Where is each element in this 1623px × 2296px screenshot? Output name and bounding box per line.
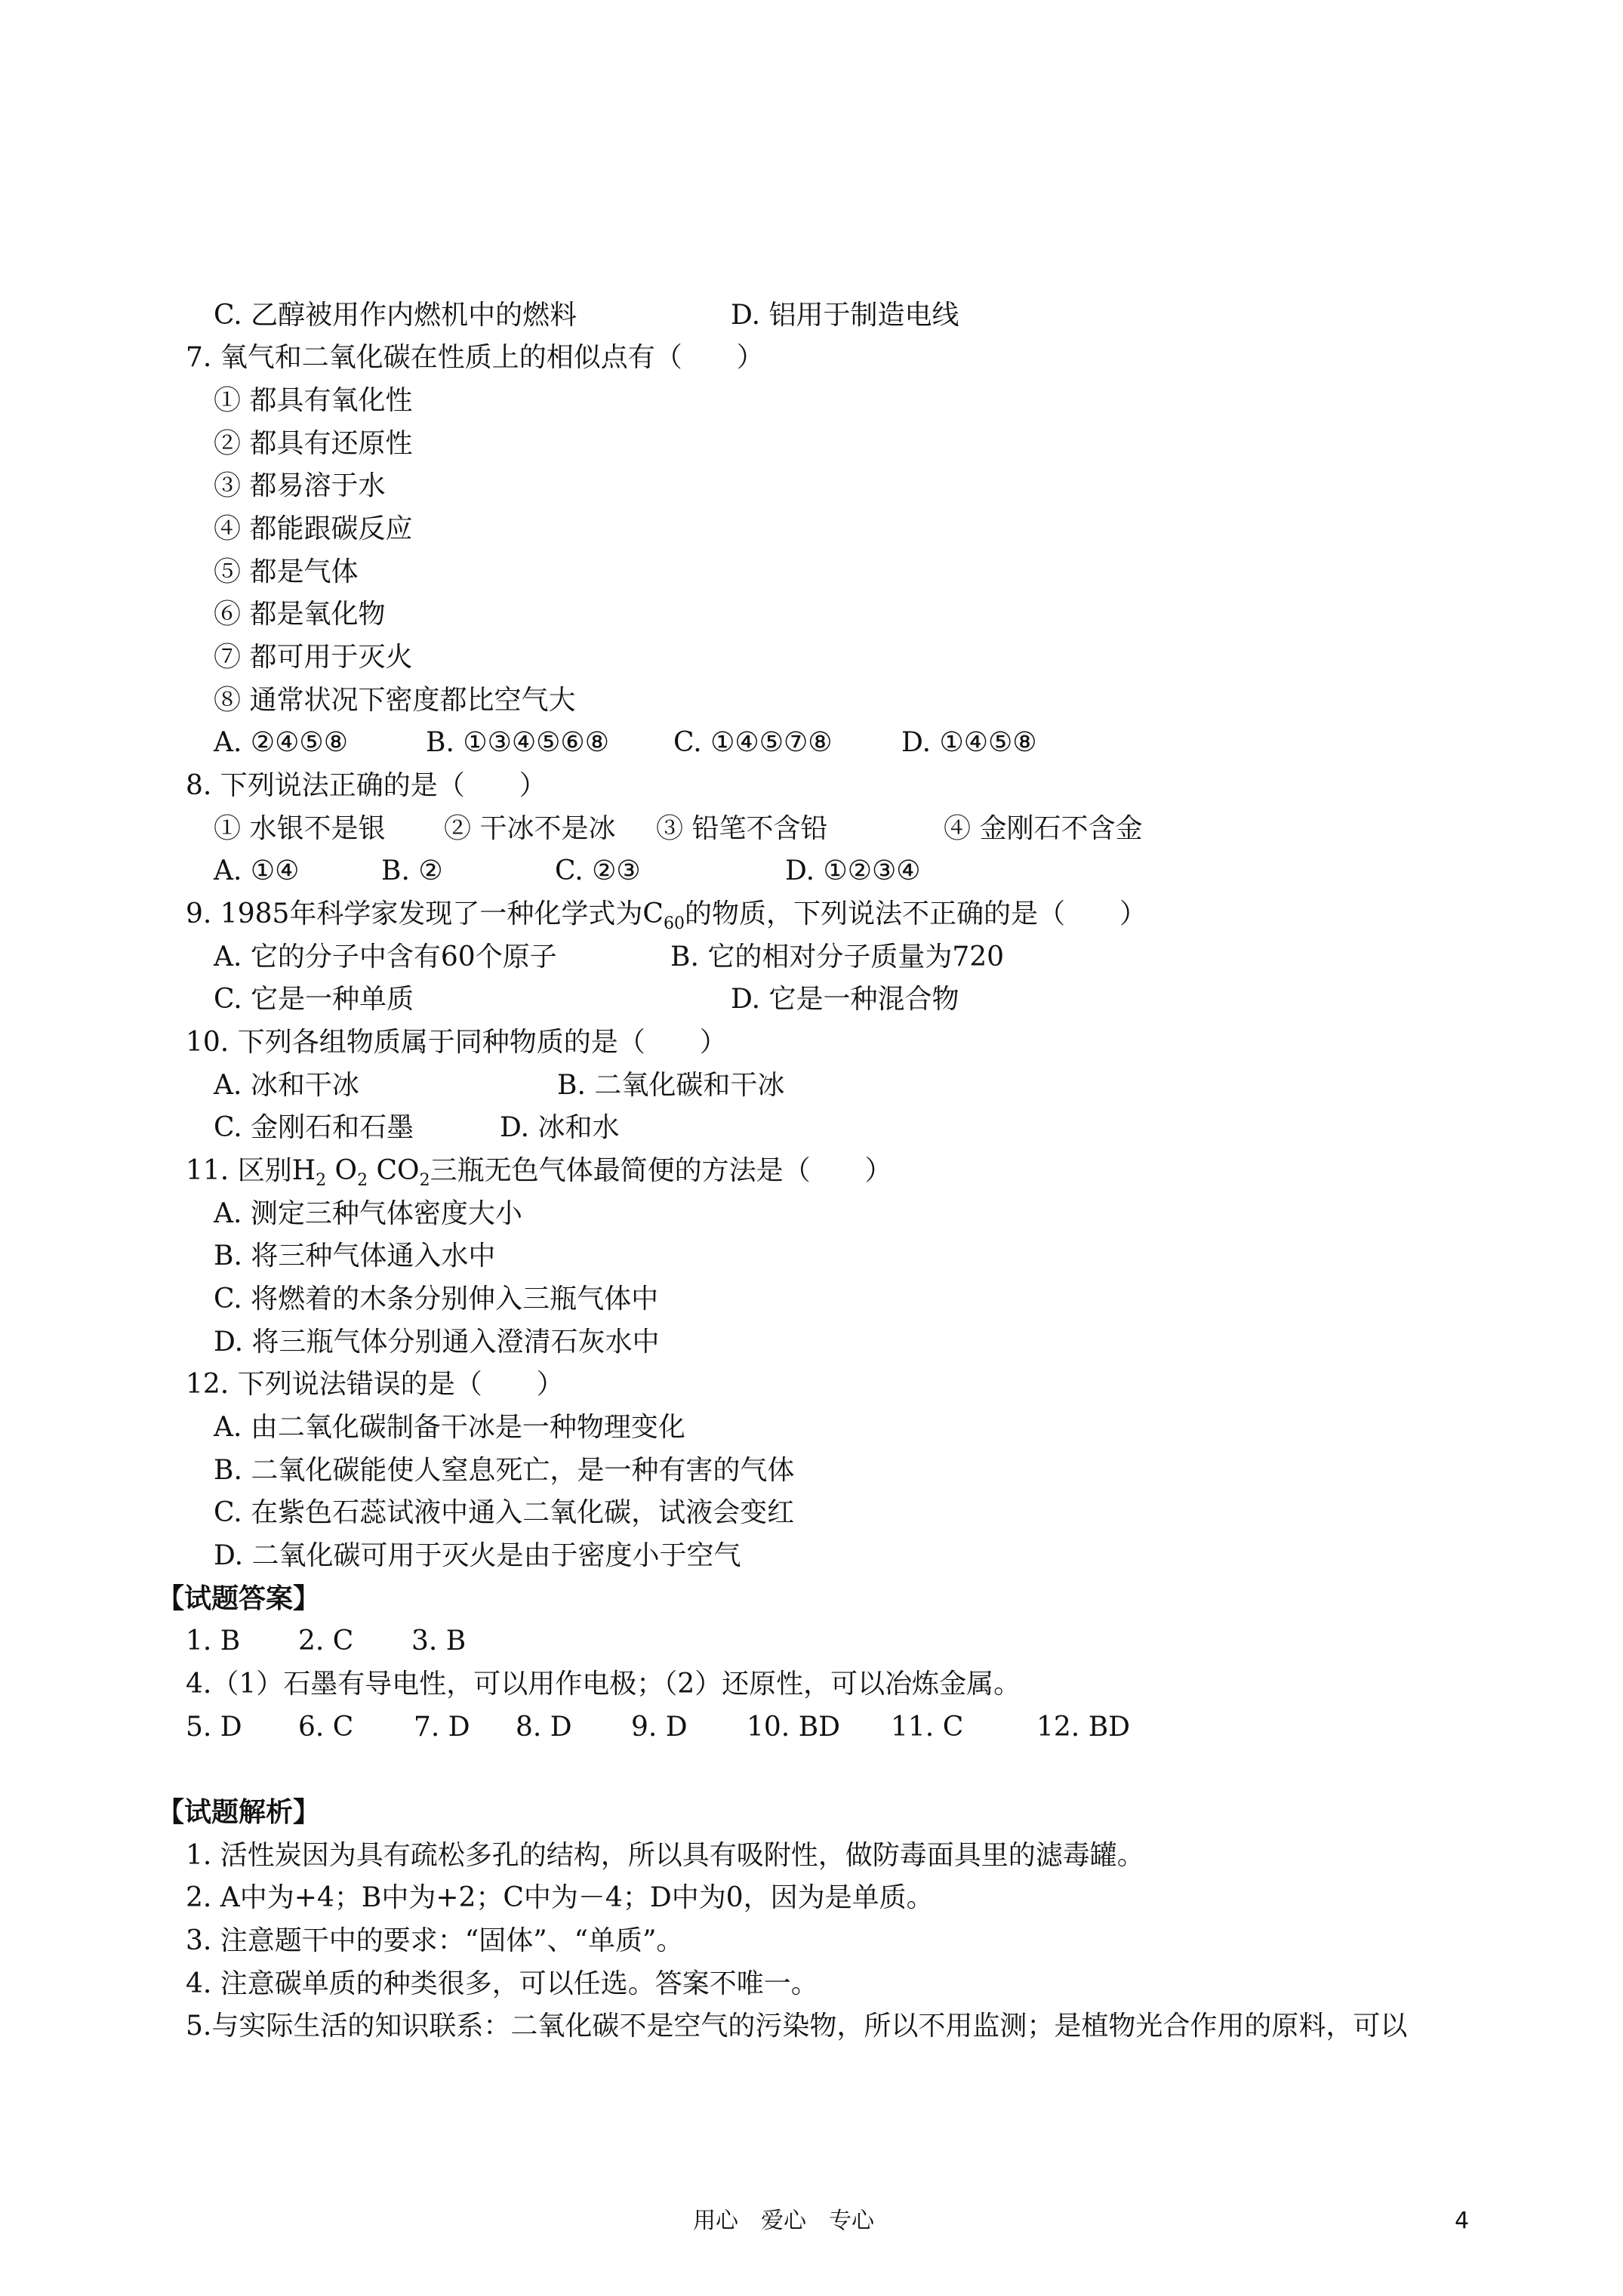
analysis-line: 5.与实际生活的知识联系：二氧化碳不是空气的污染物，所以不用监测；是植物光合作用的原料，可以 <box>186 2011 1408 2042</box>
q11-stem-mid: O <box>326 1155 358 1186</box>
q11-subscript: 2 <box>316 1171 327 1190</box>
q9-option-d: D. 它是一种混合物 <box>731 984 959 1015</box>
answer-item: 2. C <box>298 1626 354 1657</box>
answer-line: 4.（1）石墨有导电性，可以用作电极；（2）还原性，可以冶炼金属。 <box>186 1669 1021 1700</box>
q7-stem: 7. 氧气和二氧化碳在性质上的相似点有（ ） <box>186 342 764 373</box>
q10-option-b: B. 二氧化碳和干冰 <box>557 1070 785 1101</box>
page-number: 4 <box>1455 2208 1470 2234</box>
q8-option-d: D. ①②③④ <box>785 855 921 886</box>
q11-subscript: 2 <box>419 1171 430 1190</box>
q7-item: ⑤ 都是气体 <box>214 556 359 587</box>
analysis-heading: 【试题解析】 <box>157 1797 321 1828</box>
analysis-line: 1. 活性炭因为具有疏松多孔的结构，所以具有吸附性，做防毒面具里的滤毒罐。 <box>186 1840 1144 1871</box>
q12-option-a: A. 由二氧化碳制备干冰是一种物理变化 <box>214 1412 685 1443</box>
q8-option-c: C. ②③ <box>555 855 641 886</box>
q8-statement-2: ② 干冰不是冰 <box>444 813 616 844</box>
q10-stem: 10. 下列各组物质属于同种物质的是（ ） <box>186 1027 727 1058</box>
q7-item: ② 都具有还原性 <box>214 428 413 459</box>
q7-item: ⑧ 通常状况下密度都比空气大 <box>214 685 576 716</box>
q8-statement-4: ④ 金刚石不含金 <box>944 813 1143 844</box>
q9-option-b: B. 它的相对分子质量为720 <box>670 942 1005 972</box>
q10-option-d: D. 冰和水 <box>500 1112 620 1143</box>
q12-option-d: D. 二氧化碳可用于灭火是由于密度小于空气 <box>214 1540 741 1571</box>
q11-option-b: B. 将三种气体通入水中 <box>214 1240 496 1271</box>
q7-item: ① 都具有氧化性 <box>214 385 413 416</box>
answer-item: 12. BD <box>1036 1712 1131 1743</box>
q7-item: ③ 都易溶于水 <box>214 470 386 501</box>
q11-option-d: D. 将三瓶气体分别通入澄清石灰水中 <box>214 1327 660 1358</box>
q9-option-a: A. 它的分子中含有60个原子 <box>214 942 557 972</box>
q8-statement-1: ① 水银不是银 <box>214 813 386 844</box>
q11-subscript: 2 <box>357 1171 368 1190</box>
q6-option-c: C. 乙醇被用作内燃机中的燃料 <box>214 300 577 331</box>
q7-item: ⑦ 都可用于灭火 <box>214 642 413 673</box>
q11-stem-post: 三瓶无色气体最简便的方法是（ ） <box>430 1155 892 1186</box>
analysis-line: 2. A中为+4；B中为+2；C中为－4；D中为0，因为是单质。 <box>186 1882 934 1913</box>
q7-option-a: A. ②④⑤⑧ <box>214 727 348 758</box>
answer-item: 11. C <box>891 1712 964 1743</box>
q6-option-d: D. 铝用于制造电线 <box>731 300 959 331</box>
answer-item: 7. D <box>414 1712 470 1743</box>
q11-option-a: A. 测定三种气体密度大小 <box>214 1198 522 1229</box>
q7-item: ⑥ 都是氧化物 <box>214 599 386 630</box>
q12-option-b: B. 二氧化碳能使人窒息死亡，是一种有害的气体 <box>214 1455 795 1486</box>
q8-option-b: B. ② <box>381 855 443 886</box>
q9-stem-post: 的物质，下列说法不正确的是（ ） <box>684 898 1147 929</box>
footer-motto: 用心 爱心 专心 <box>693 2208 874 2234</box>
answer-item: 10. BD <box>747 1712 841 1743</box>
q9-stem <box>186 897 1147 942</box>
q11-option-c: C. 将燃着的木条分别伸入三瓶气体中 <box>214 1284 659 1314</box>
q11-stem <box>186 1154 892 1198</box>
q12-option-c: C. 在紫色石蕊试液中通入二氧化碳，试液会变红 <box>214 1497 795 1528</box>
q7-option-d: D. ①④⑤⑧ <box>901 727 1037 758</box>
analysis-line: 3. 注意题干中的要求：“固体”、“单质”。 <box>186 1925 684 1956</box>
q12-stem: 12. 下列说法错误的是（ ） <box>186 1369 564 1400</box>
answer-item: 9. D <box>631 1712 688 1743</box>
q8-option-a: A. ①④ <box>214 855 300 886</box>
q9-subscript: 60 <box>663 914 685 933</box>
q7-option-c: C. ①④⑤⑦⑧ <box>673 727 833 758</box>
q7-item: ④ 都能跟碳反应 <box>214 513 413 544</box>
q9-option-c: C. 它是一种单质 <box>214 984 414 1015</box>
analysis-line: 4. 注意碳单质的种类很多，可以任选。答案不唯一。 <box>186 1968 818 1999</box>
answer-item: 1. B <box>186 1626 241 1657</box>
answer-item: 5. D <box>186 1712 242 1743</box>
q8-stem: 8. 下列说法正确的是（ ） <box>186 770 547 801</box>
q7-option-b: B. ①③④⑤⑥⑧ <box>426 727 609 758</box>
q9-stem-pre: 9. 1985年科学家发现了一种化学式为C <box>186 898 664 929</box>
q10-option-c: C. 金刚石和石墨 <box>214 1112 414 1143</box>
answer-item: 3. B <box>411 1626 467 1657</box>
q11-stem-pre: 11. 区别H <box>186 1155 316 1186</box>
answers-heading: 【试题答案】 <box>157 1583 321 1614</box>
q10-option-a: A. 冰和干冰 <box>214 1070 359 1101</box>
q8-statement-3: ③ 铅笔不含铅 <box>656 813 828 844</box>
answer-item: 6. C <box>298 1712 354 1743</box>
q11-stem-mid: CO <box>368 1155 420 1186</box>
answer-item: 8. D <box>516 1712 572 1743</box>
